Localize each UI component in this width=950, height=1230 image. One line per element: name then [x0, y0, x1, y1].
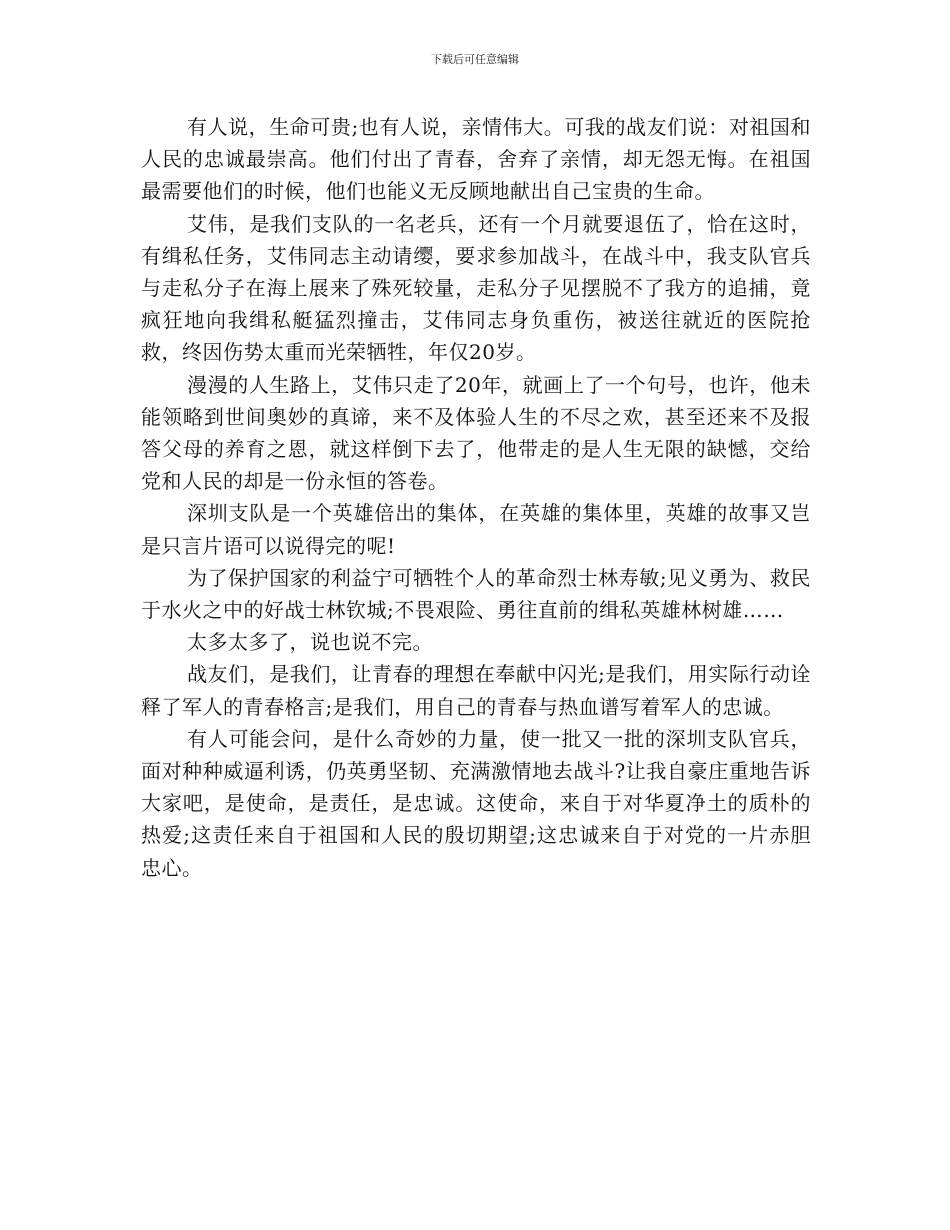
paragraph-1: 有人说，生命可贵;也有人说，亲情伟大。可我的战友们说：对祖国和人民的忠诚最崇高。他们付出了青春，舍弃了亲情，却无怨无悔。在祖国最需要他们的时候，他们也能义无反顾地献出自己宝贵的生命。 [141, 115, 811, 204]
paragraph-4: 深圳支队是一个英雄倍出的集体，在英雄的集体里，英雄的故事又岂是只言片语可以说得完的呢! [141, 501, 811, 558]
paragraph-3: 漫漫的人生路上，艾伟只走了20年，就画上了一个句号，也许，他未能领略到世间奥妙的真谛，来不及体验人生的不尽之欢，甚至还来不及报答父母的养育之恩，就这样倒下去了，他带走的是人生无限的缺憾，交给党和人民的却是一份永恒的答卷。 [141, 372, 811, 494]
paragraph-5: 为了保护国家的利益宁可牺牲个人的革命烈士林寿敏;见义勇为、救民于水火之中的好战士林钦城;不畏艰险、勇往直前的缉私英雄林树雄…… [141, 565, 811, 623]
paragraph-8: 有人可能会问，是什么奇妙的力量，使一批又一批的深圳支队官兵，面对种种威逼利诱，仍英勇坚韧、充满激情地去战斗?让我自豪庄重地告诉大家吧，是使命，是责任，是忠诚。这使命，来自于对华夏净土的质朴的热爱;这责任来自于祖国和人民的殷切期望;这忠诚来自于对党的一片赤胆忠心。 [141, 726, 811, 880]
document-body [141, 111, 811, 884]
paragraph-7: 战友们，是我们，让青春的理想在奉献中闪光;是我们，用实际行动诠释了军人的青春格言;是我们，用自己的青春与热血谱写着军人的忠诚。 [141, 662, 811, 719]
page-header: 下载后可任意编辑 [431, 53, 519, 66]
paragraph-2: 艾伟，是我们支队的一名老兵，还有一个月就要退伍了，恰在这时，有缉私任务，艾伟同志主动请缨，要求参加战斗，在战斗中，我支队官兵与走私分子在海上展来了殊死较量，走私分子见摆脱不了我方的追捕，竟疯狂地向我缉私艇猛烈撞击，艾伟同志身负重伤，被送往就近的医院抢救，终因伤势太重而光荣牺牲，年仅20岁。 [141, 211, 811, 365]
paragraph-6: 太多太多了，说也说不完。 [187, 630, 433, 655]
